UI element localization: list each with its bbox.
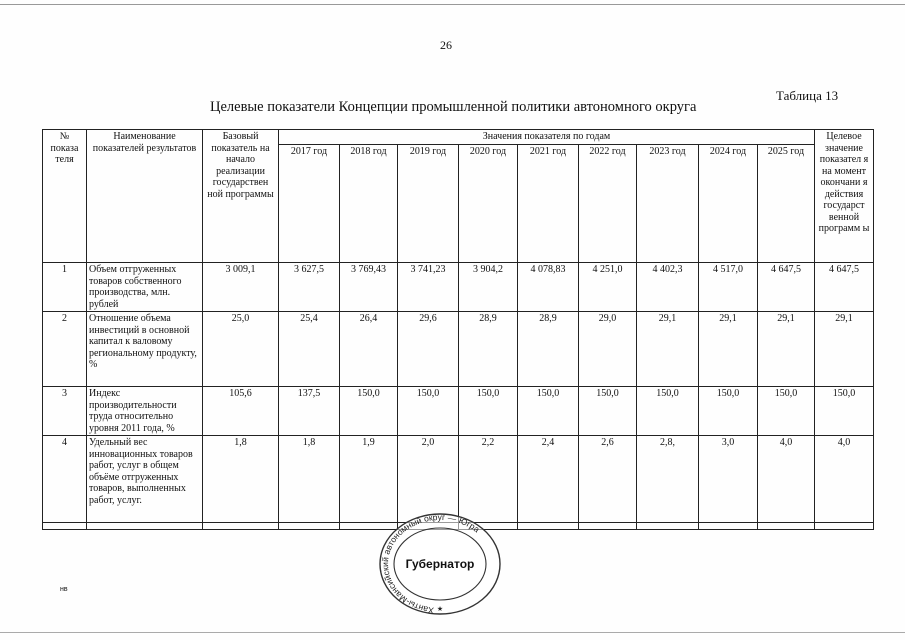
row-value: 4 078,83 [518, 263, 579, 312]
row-value: 3 904,2 [459, 263, 518, 312]
top-scan-edge [0, 4, 905, 5]
seal-ring-text: Ханты-Мансийский автономный округ — Югра [380, 512, 482, 616]
row-value: 28,9 [518, 312, 579, 387]
page-number: 26 [440, 38, 452, 52]
header-year: 2020 год [459, 144, 518, 263]
row-target: 4 647,5 [815, 263, 874, 312]
indicators-table [42, 129, 874, 530]
row-value: 137,5 [279, 387, 340, 436]
row-value: 150,0 [699, 387, 758, 436]
row-value: 4 647,5 [758, 263, 815, 312]
row-value: 2,0 [398, 436, 459, 523]
row-value: 4 517,0 [699, 263, 758, 312]
row-value: 25,4 [279, 312, 340, 387]
row-value: 29,1 [637, 312, 699, 387]
row-value: 29,0 [579, 312, 637, 387]
row-value: 29,1 [699, 312, 758, 387]
header-base: Базовый показатель на начало реализации государствен ной программы [203, 130, 279, 263]
row-value: 150,0 [459, 387, 518, 436]
row-value: 3,0 [699, 436, 758, 523]
row-value: 150,0 [398, 387, 459, 436]
document-title: Целевые показатели Концепции промышленной политики автономного округа [210, 99, 697, 115]
row-value: 1,9 [340, 436, 398, 523]
header-name: Наименование показателей результатов [87, 130, 203, 263]
row-value: 4 402,3 [637, 263, 699, 312]
row-value: 150,0 [637, 387, 699, 436]
header-year: 2023 год [637, 144, 699, 263]
row-value: 2,4 [518, 436, 579, 523]
governor-seal [372, 512, 508, 616]
table-row [43, 263, 874, 312]
footer-mark: нв [60, 586, 68, 593]
row-number: 1 [43, 263, 87, 312]
row-value: 150,0 [758, 387, 815, 436]
table-row [43, 387, 874, 436]
row-base: 1,8 [203, 436, 279, 523]
row-value: 150,0 [579, 387, 637, 436]
row-value: 4 251,0 [579, 263, 637, 312]
row-value: 2,8, [637, 436, 699, 523]
header-year: 2021 год [518, 144, 579, 263]
row-name: Индекс производительности труда относительно уровня 2011 года, % [87, 387, 203, 436]
header-year: 2018 год [340, 144, 398, 263]
row-base: 105,6 [203, 387, 279, 436]
row-value: 28,9 [459, 312, 518, 387]
header-target: Целевое значение показател я на момент окончани я действия государст венной программ ы [815, 130, 874, 263]
row-target: 4,0 [815, 436, 874, 523]
header-year: 2025 год [758, 144, 815, 263]
table-row [43, 436, 874, 523]
bottom-scan-edge [0, 632, 905, 633]
row-number: 3 [43, 387, 87, 436]
row-number: 4 [43, 436, 87, 523]
row-value: 3 627,5 [279, 263, 340, 312]
row-base: 25,0 [203, 312, 279, 387]
svg-text:★: ★ [436, 605, 444, 613]
row-value: 26,4 [340, 312, 398, 387]
row-name: Удельный вес инновационных товаров работ, услуг в общем объёме отгруженных товаров, выполненных работ, услуг. [87, 436, 203, 523]
row-value: 2,2 [459, 436, 518, 523]
row-value: 150,0 [518, 387, 579, 436]
table-label: Таблица 13 [776, 88, 839, 103]
row-name: Отношение объема инвестиций в основной капитал к валовому региональному продукту, % [87, 312, 203, 387]
row-value: 4,0 [758, 436, 815, 523]
row-value: 29,1 [758, 312, 815, 387]
row-value: 150,0 [340, 387, 398, 436]
row-value: 29,6 [398, 312, 459, 387]
header-year: 2017 год [279, 144, 340, 263]
table-row [43, 312, 874, 387]
row-target: 29,1 [815, 312, 874, 387]
row-value: 3 769,43 [340, 263, 398, 312]
row-number: 2 [43, 312, 87, 387]
header-years-group: Значения показателя по годам [279, 130, 815, 145]
row-name: Объем отгруженных товаров собственного производства, млн. рублей [87, 263, 203, 312]
row-base: 3 009,1 [203, 263, 279, 312]
header-year: 2022 год [579, 144, 637, 263]
row-value: 1,8 [279, 436, 340, 523]
seal-center-text: Губернатор [405, 557, 475, 571]
header-number: № показа теля [43, 130, 87, 263]
header-year: 2024 год [699, 144, 758, 263]
row-value: 3 741,23 [398, 263, 459, 312]
header-year: 2019 год [398, 144, 459, 263]
row-value: 2,6 [579, 436, 637, 523]
row-target: 150,0 [815, 387, 874, 436]
